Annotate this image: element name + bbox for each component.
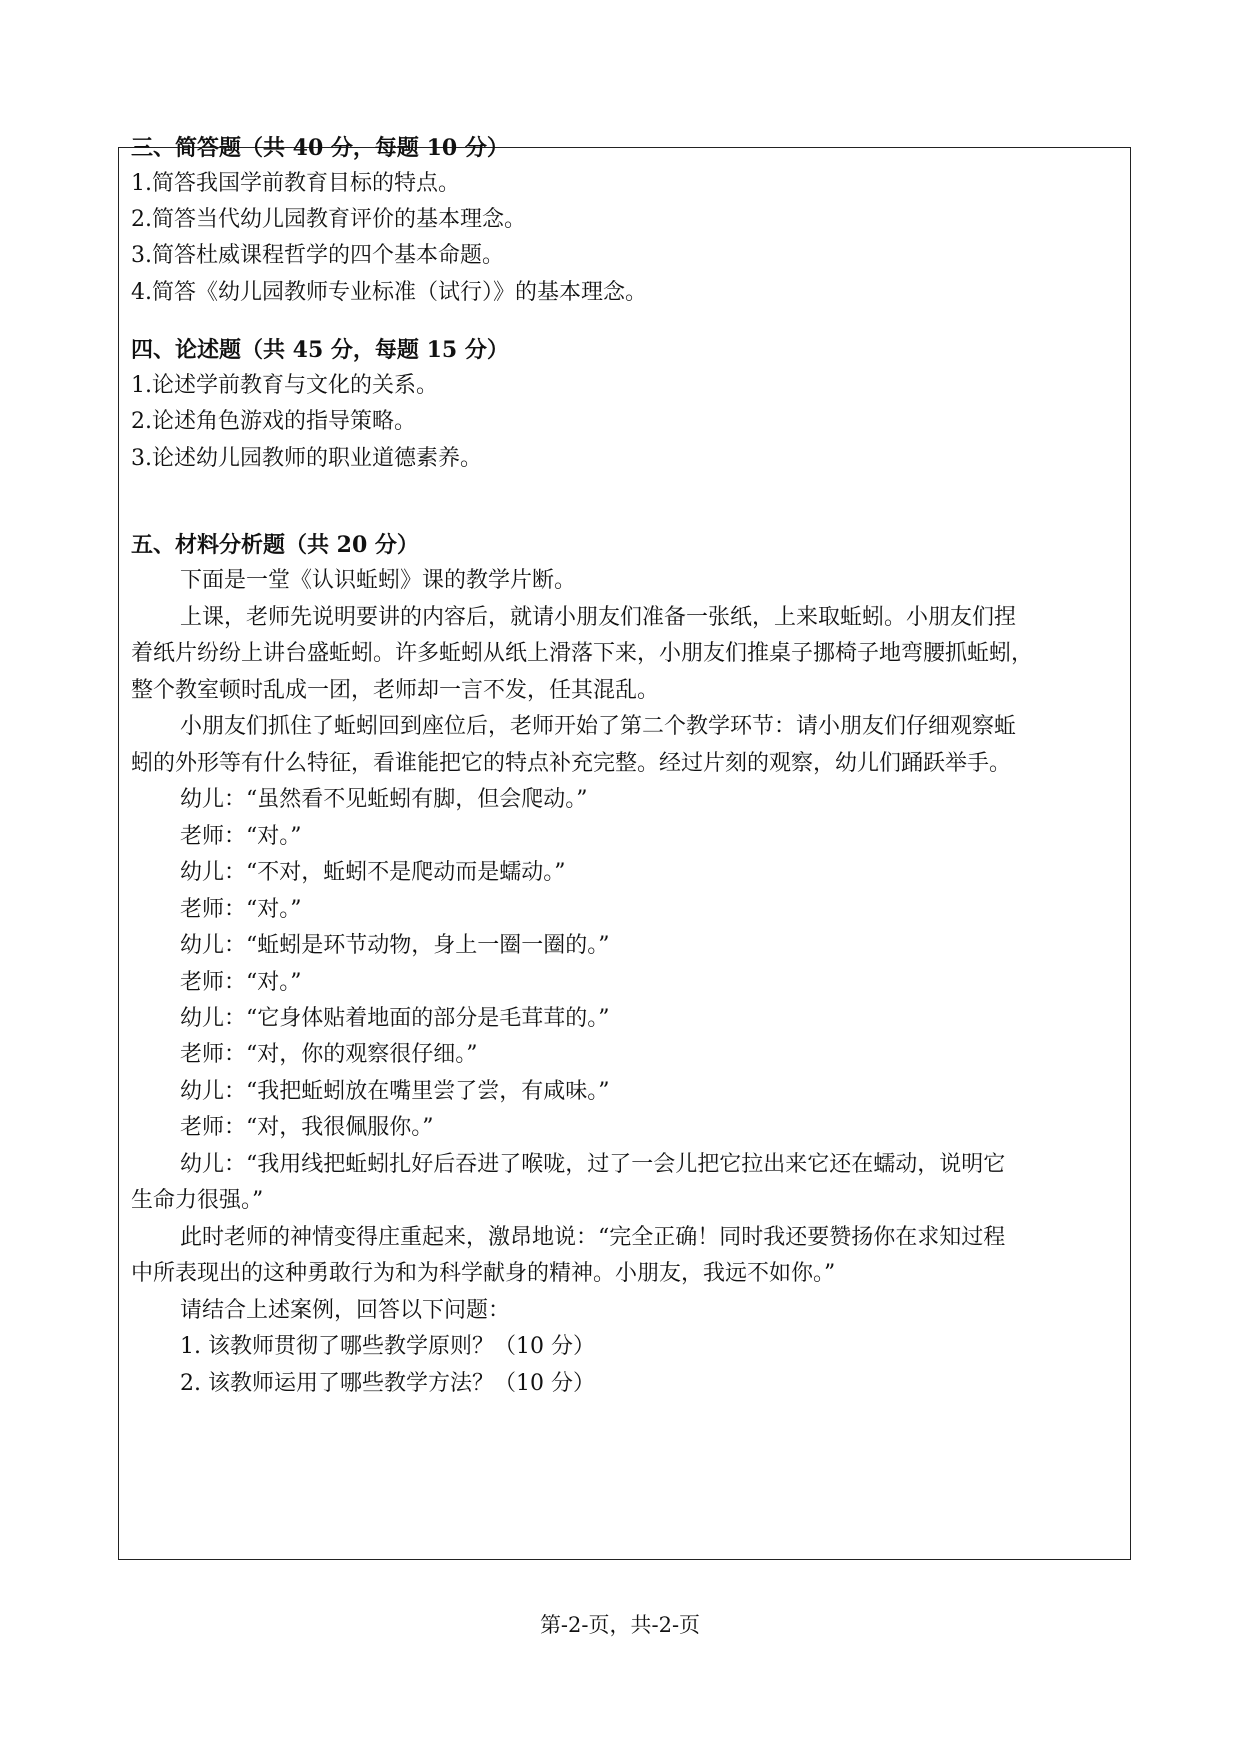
dialogue-line: 老师：“对。” [180, 970, 302, 995]
case-text-line: 上课，老师先说明要讲的内容后，就请小朋友们准备一张纸，上来取蚯蚓。小朋友们捏 [180, 605, 1017, 630]
question-item: 3.论述幼儿园教师的职业道德素养。 [131, 446, 482, 471]
case-text-line: 小朋友们抓住了蚯蚓回到座位后，老师开始了第二个教学环节：请小朋友们仔细观察蚯 [180, 714, 1017, 739]
section-title-case-analysis: 五、材料分析题（共 20 分） [131, 532, 419, 558]
question-item: 1.简答我国学前教育目标的特点。 [131, 171, 460, 196]
question-item: 3.简答杜威课程哲学的四个基本命题。 [131, 243, 504, 268]
case-text-line: 着纸片纷纷上讲台盛蚯蚓。许多蚯蚓从纸上滑落下来，小朋友们推桌子挪椅子地弯腰抓蚯蚓， [131, 641, 1034, 666]
page-number: 第-2-页，共-2-页 [539, 1613, 701, 1637]
question-item: 1.论述学前教育与文化的关系。 [131, 373, 438, 398]
question-item: 2.论述角色游戏的指导策略。 [131, 409, 416, 434]
case-text-line: 整个教室顿时乱成一团，老师却一言不发，任其混乱。 [131, 678, 660, 703]
dialogue-line: 幼儿：“不对，蚯蚓不是爬动而是蠕动。” [180, 860, 566, 885]
dialogue-line: 幼儿：“它身体贴着地面的部分是毛茸茸的。” [180, 1006, 610, 1031]
dialogue-line: 生命力很强。” [131, 1188, 264, 1213]
dialogue-line: 幼儿：“蚯蚓是环节动物，身上一圈一圈的。” [180, 933, 610, 958]
section-title-short-answer: 三、简答题（共 40 分，每题 10 分） [131, 135, 509, 161]
dialogue-line: 幼儿：“我把蚯蚓放在嘴里尝了尝，有咸味。” [180, 1079, 610, 1104]
section-title-essay: 四、论述题（共 45 分，每题 15 分） [131, 337, 509, 363]
dialogue-line: 老师：“对，我很佩服你。” [180, 1115, 434, 1140]
dialogue-line: 老师：“对。” [180, 824, 302, 849]
dialogue-line: 幼儿：“虽然看不见蚯蚓有脚，但会爬动。” [180, 787, 588, 812]
case-text-line: 下面是一堂《认识蚯蚓》课的教学片断。 [180, 568, 577, 593]
question-item: 2. 该教师运用了哪些教学方法？（10 分） [180, 1371, 595, 1396]
question-item: 2.简答当代幼儿园教育评价的基本理念。 [131, 207, 526, 232]
case-text-line: 中所表现出的这种勇敢行为和为科学献身的精神。小朋友，我远不如你。” [131, 1261, 836, 1286]
question-item: 4.简答《幼儿园教师专业标准（试行）》的基本理念。 [131, 280, 647, 305]
case-text-line: 蚓的外形等有什么特征，看谁能把它的特点补充完整。经过片刻的观察，幼儿们踊跃举手。 [131, 751, 1012, 776]
dialogue-line: 老师：“对，你的观察很仔细。” [180, 1042, 478, 1067]
question-item: 1. 该教师贯彻了哪些教学原则？（10 分） [180, 1334, 595, 1359]
dialogue-line: 老师：“对。” [180, 897, 302, 922]
dialogue-line: 幼儿：“我用线把蚯蚓扎好后吞进了喉咙，过了一会儿把它拉出来它还在蠕动，说明它 [180, 1152, 1006, 1177]
case-text-line: 此时老师的神情变得庄重起来，激昂地说：“完全正确！同时我还要赞扬你在求知过程 [180, 1225, 1006, 1250]
case-text-line: 请结合上述案例，回答以下问题： [180, 1298, 511, 1323]
